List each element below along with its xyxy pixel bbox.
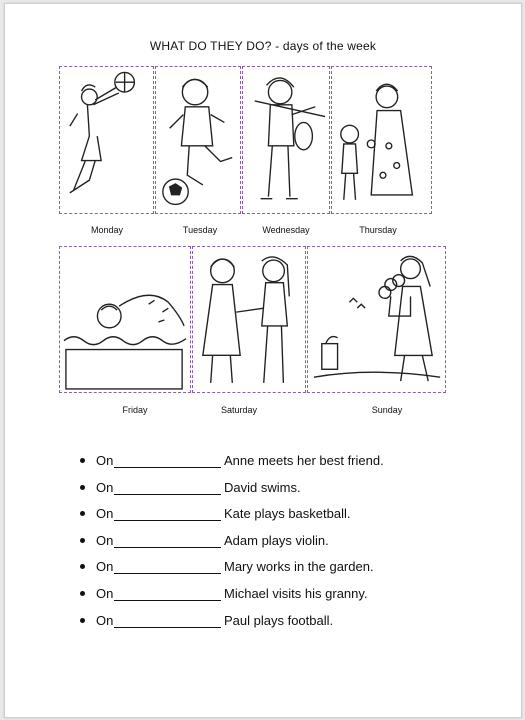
bullet	[80, 485, 85, 490]
day-label: Thursday	[359, 225, 397, 235]
prefix-label: On	[96, 479, 114, 495]
basketball-player-icon	[59, 66, 154, 214]
sentence-text: Kate plays basketball.	[224, 506, 351, 522]
answer-blank[interactable]	[114, 585, 221, 601]
sentence-text: Adam plays violin.	[224, 532, 329, 548]
gardening-icon	[307, 246, 446, 393]
sentence-text: Mary works in the garden.	[224, 559, 374, 575]
sentence-text: Michael visits his granny.	[224, 585, 368, 601]
prefix-label: On	[96, 585, 114, 601]
bullet	[80, 538, 85, 543]
day-label: Saturday	[220, 405, 258, 415]
day-label: Tuesday	[182, 225, 218, 235]
answer-blank[interactable]	[114, 532, 221, 548]
worksheet-title: WHAT DO THEY DO? - days of the week	[149, 39, 377, 53]
bullet	[80, 458, 85, 463]
answer-blank[interactable]	[114, 479, 221, 495]
answer-blank[interactable]	[114, 452, 221, 468]
boy-and-granny-icon	[331, 66, 432, 214]
day-label: Sunday	[371, 405, 403, 415]
bullet	[80, 511, 85, 516]
prefix-label: On	[96, 506, 114, 522]
day-label: Wednesday	[262, 225, 310, 235]
prefix-label: On	[96, 559, 114, 575]
swimmer-icon	[59, 246, 191, 393]
bullet	[80, 591, 85, 596]
bullet	[80, 564, 85, 569]
friends-meeting-icon	[192, 246, 306, 393]
prefix-label: On	[96, 453, 114, 468]
football-player-icon	[155, 66, 241, 214]
sentence-text: David swims.	[224, 479, 301, 495]
bullet	[80, 618, 85, 623]
answer-blank[interactable]	[114, 558, 221, 574]
prefix-label: On	[96, 532, 114, 548]
answer-blank[interactable]	[114, 505, 221, 521]
sentence-text: Paul plays football.	[224, 612, 334, 628]
answer-blank[interactable]	[114, 612, 221, 628]
worksheet-page	[4, 3, 522, 718]
prefix-label: On	[96, 612, 114, 628]
violin-player-icon	[242, 66, 330, 214]
sentence-text: Anne meets her best friend.	[224, 453, 384, 468]
day-label: Friday	[122, 405, 148, 415]
day-label: Monday	[90, 225, 124, 235]
